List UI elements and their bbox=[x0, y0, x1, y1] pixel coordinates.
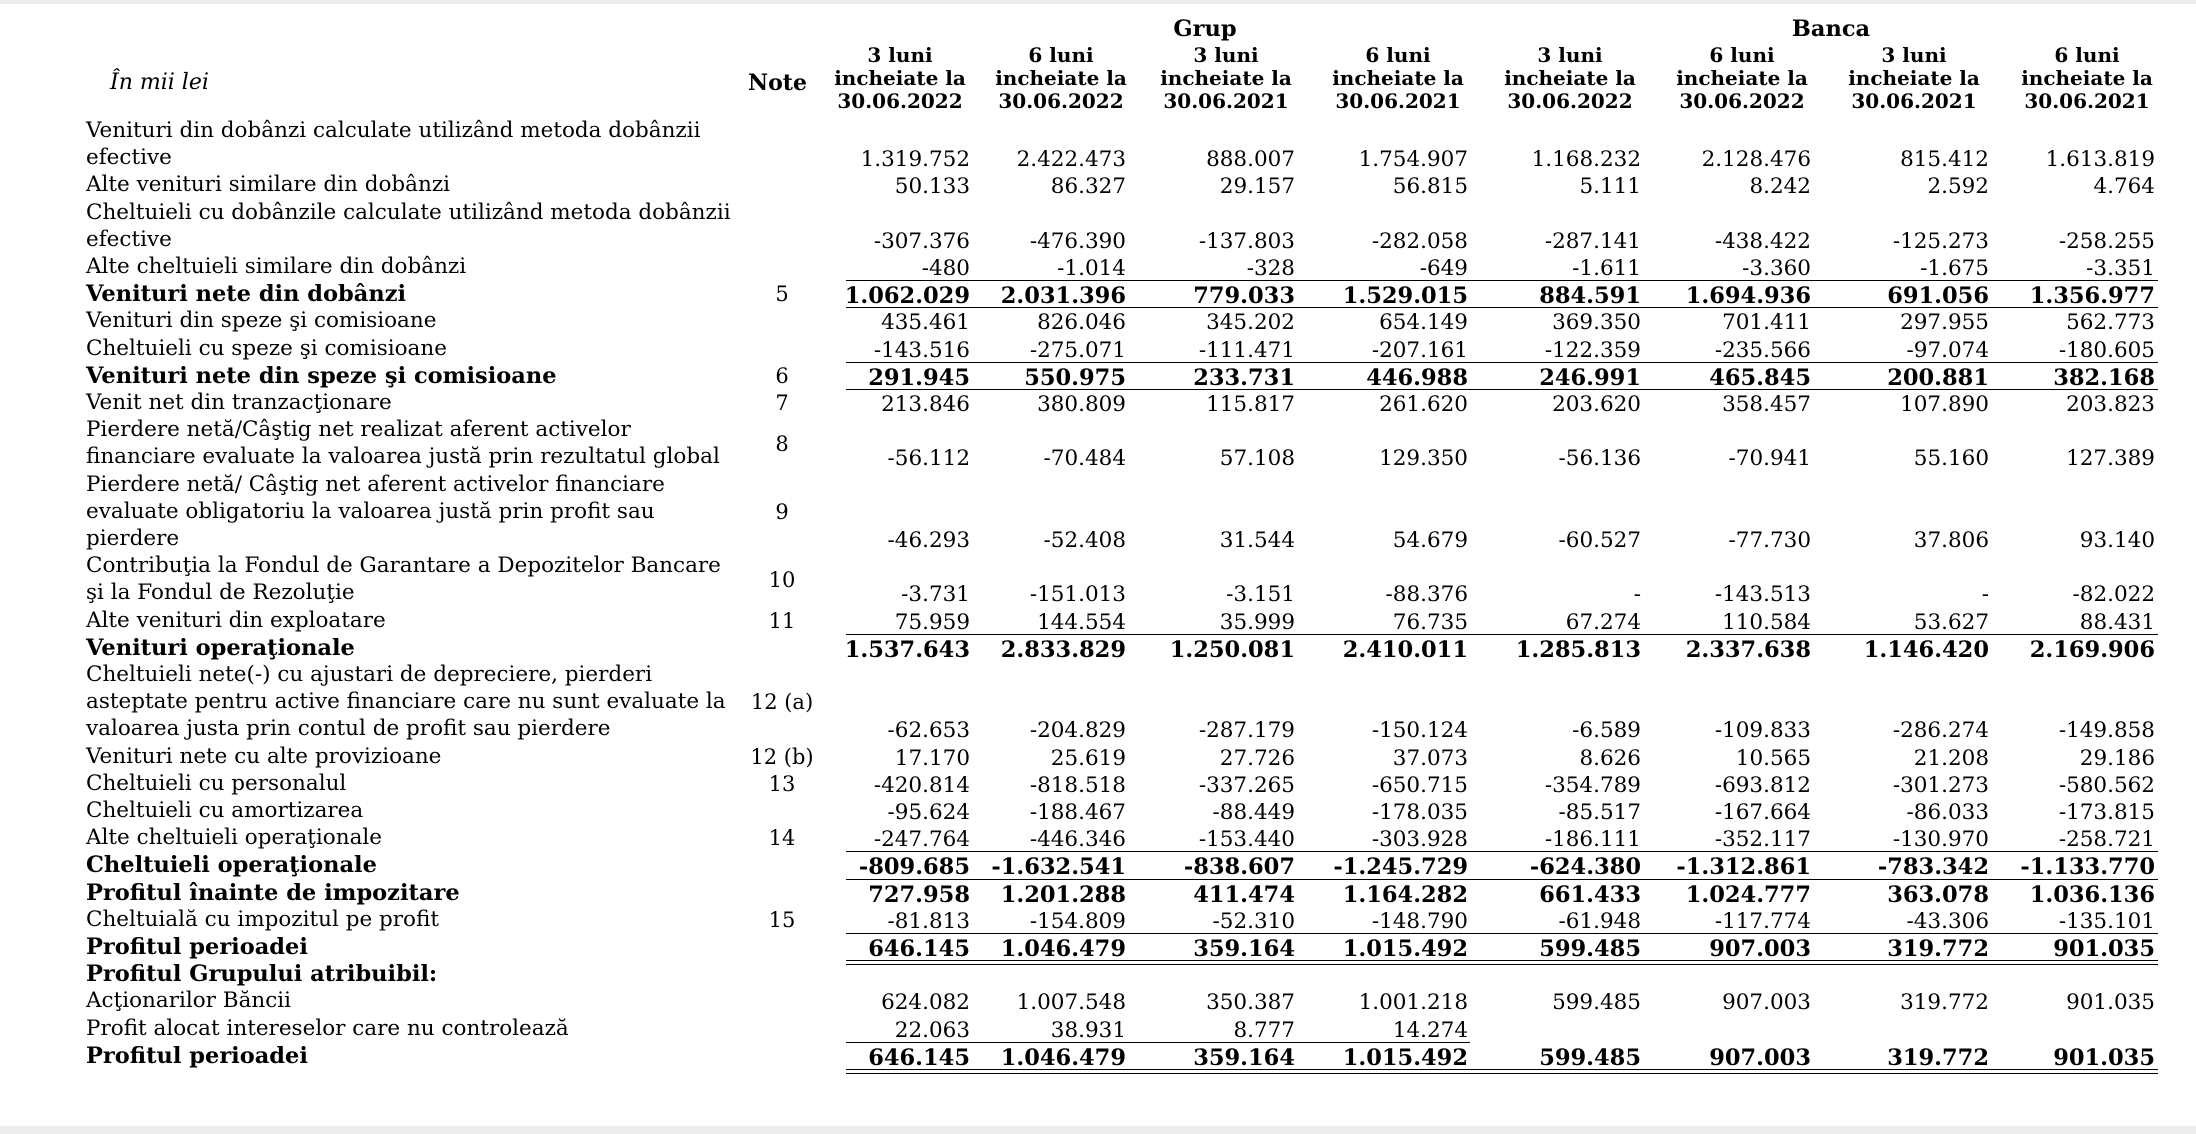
value-cell: 144.554 bbox=[1037, 609, 1126, 635]
value-cell: -446.346 bbox=[1029, 827, 1126, 853]
value-cell: 435.461 bbox=[881, 310, 970, 336]
value-cell: 888.007 bbox=[1206, 147, 1295, 173]
value-cell: 129.350 bbox=[1379, 446, 1468, 472]
note-ref: 12 (b) bbox=[750, 744, 814, 769]
value-cell: 233.731 bbox=[1193, 364, 1295, 391]
value-cell: 115.817 bbox=[1206, 392, 1295, 417]
row-label: Contribuţia la Fondul de Garantare a Depozitelor Bancare bbox=[86, 553, 721, 579]
value-cell: 8.242 bbox=[1749, 174, 1811, 200]
note-ref: 10 bbox=[768, 567, 796, 592]
value-cell: 88.431 bbox=[2079, 609, 2155, 635]
total-underline bbox=[846, 634, 2158, 635]
column-header-line: 6 luni bbox=[1028, 43, 1094, 67]
value-cell: 319.772 bbox=[1887, 1044, 1989, 1071]
value-cell: -258.721 bbox=[2058, 827, 2155, 853]
column-header-line: 30.06.2022 bbox=[1679, 89, 1805, 113]
value-cell: -88.449 bbox=[1212, 800, 1295, 825]
note-ref: 13 bbox=[768, 771, 796, 796]
row-label: Alte venituri similare din dobânzi bbox=[86, 172, 451, 198]
value-cell: -1.014 bbox=[1057, 256, 1126, 281]
row-label: Venituri operaţionale bbox=[86, 634, 355, 661]
value-cell: 86.327 bbox=[1050, 174, 1126, 200]
value-cell: 29.186 bbox=[2079, 745, 2155, 771]
value-cell: -3.731 bbox=[901, 582, 970, 608]
row-label: Venituri nete din dobânzi bbox=[86, 281, 407, 308]
value-cell: 35.999 bbox=[1219, 609, 1295, 635]
value-cell: 37.806 bbox=[1913, 528, 1989, 553]
column-header-line: incheiate la bbox=[995, 66, 1127, 90]
row-label: Profitul înainte de impozitare bbox=[86, 879, 460, 906]
value-cell: -137.803 bbox=[1198, 228, 1295, 254]
note-ref: 15 bbox=[768, 907, 796, 932]
value-cell: 646.145 bbox=[868, 936, 970, 962]
value-cell: -783.342 bbox=[1877, 854, 1989, 881]
value-cell: 1.046.479 bbox=[1000, 936, 1126, 962]
value-cell: -204.829 bbox=[1029, 718, 1126, 744]
row-label: Cheltuieli cu dobânzile calculate utilizând metoda dobânzii bbox=[86, 199, 731, 225]
total-underline bbox=[846, 362, 2158, 363]
value-cell: 2.833.829 bbox=[1000, 636, 1126, 663]
value-cell: -56.112 bbox=[887, 446, 970, 472]
total-underline bbox=[846, 960, 2158, 961]
row-label: Pierdere netă/ Câştig net aferent activelor financiare bbox=[86, 471, 665, 497]
value-cell: -624.380 bbox=[1529, 854, 1641, 881]
value-cell: -82.022 bbox=[2072, 582, 2155, 608]
value-cell: -1.611 bbox=[1572, 256, 1641, 281]
value-cell: 727.958 bbox=[868, 881, 970, 908]
value-cell: 4.764 bbox=[2093, 174, 2155, 200]
total-underline bbox=[846, 1073, 2158, 1074]
note-column-header: Note bbox=[748, 70, 807, 96]
value-cell: 319.772 bbox=[1887, 936, 1989, 962]
row-label: Venituri nete din speze şi comisioane bbox=[86, 362, 557, 389]
column-header-line: 30.06.2021 bbox=[1335, 89, 1461, 113]
value-cell: -235.566 bbox=[1714, 337, 1811, 363]
value-cell: 901.035 bbox=[2066, 990, 2155, 1016]
value-cell: -86.033 bbox=[1906, 800, 1989, 825]
column-header-line: incheiate la bbox=[2021, 66, 2153, 90]
row-label: Profitul perioadei bbox=[86, 1042, 308, 1069]
value-cell: 2.031.396 bbox=[1000, 283, 1126, 310]
column-header-line: 3 luni bbox=[1193, 43, 1259, 67]
column-header-line: 3 luni bbox=[1537, 43, 1603, 67]
value-cell: 884.591 bbox=[1539, 283, 1641, 310]
value-cell: 1.164.282 bbox=[1342, 881, 1468, 908]
value-cell: 17.170 bbox=[894, 745, 970, 771]
value-cell: 203.823 bbox=[2066, 392, 2155, 417]
value-cell: -301.273 bbox=[1892, 772, 1989, 798]
value-cell: -97.074 bbox=[1906, 337, 1989, 363]
value-cell: 110.584 bbox=[1722, 609, 1811, 635]
value-cell: 1.007.548 bbox=[1016, 990, 1126, 1016]
value-cell: 1.046.479 bbox=[1000, 1044, 1126, 1071]
value-cell: -143.513 bbox=[1714, 582, 1811, 608]
row-label: Venit net din tranzacţionare bbox=[86, 390, 392, 415]
value-cell: 93.140 bbox=[2079, 528, 2155, 553]
value-cell: -151.013 bbox=[1029, 582, 1126, 608]
note-ref: 11 bbox=[768, 608, 796, 633]
value-cell: 1.319.752 bbox=[860, 147, 970, 173]
value-cell: 1.356.977 bbox=[2029, 283, 2155, 310]
row-label: Cheltuieli nete(-) cu ajustari de depreciere, pierderi bbox=[86, 662, 653, 687]
value-cell: -1.675 bbox=[1920, 256, 1989, 281]
value-cell: 29.157 bbox=[1219, 174, 1295, 200]
value-cell: 107.890 bbox=[1900, 392, 1989, 417]
row-label: Profitul perioadei bbox=[86, 934, 308, 960]
value-cell: -70.941 bbox=[1728, 446, 1811, 472]
value-cell: -95.624 bbox=[887, 800, 970, 825]
value-cell: 5.111 bbox=[1579, 174, 1641, 200]
value-cell: 261.620 bbox=[1379, 392, 1468, 417]
value-cell: -438.422 bbox=[1714, 228, 1811, 254]
value-cell: 53.627 bbox=[1913, 609, 1989, 635]
column-header-line: 30.06.2021 bbox=[1163, 89, 1289, 113]
row-label: Venituri din dobânzi calculate utilizând metoda dobânzii bbox=[86, 118, 701, 143]
value-cell: 1.146.420 bbox=[1863, 636, 1989, 663]
group-header: Grup bbox=[1173, 16, 1237, 42]
value-cell: 1.285.813 bbox=[1515, 636, 1641, 663]
value-cell: 2.128.476 bbox=[1701, 147, 1811, 173]
row-label: Acţionarilor Băncii bbox=[86, 988, 292, 1014]
value-cell: -150.124 bbox=[1371, 718, 1468, 744]
value-cell: 1.613.819 bbox=[2045, 147, 2155, 173]
column-header-line: incheiate la bbox=[1676, 66, 1808, 90]
value-cell: -109.833 bbox=[1714, 718, 1811, 744]
value-cell: 1.168.232 bbox=[1531, 147, 1641, 173]
value-cell: -188.467 bbox=[1029, 800, 1126, 825]
row-label: valoarea justa prin contul de profit sau pierdere bbox=[86, 716, 611, 742]
value-cell: -43.306 bbox=[1906, 908, 1989, 934]
total-underline bbox=[846, 964, 2158, 965]
value-cell: 67.274 bbox=[1565, 609, 1641, 635]
value-cell: -693.812 bbox=[1714, 772, 1811, 798]
value-cell: 1.001.218 bbox=[1358, 990, 1468, 1016]
value-cell: 57.108 bbox=[1219, 446, 1295, 472]
total-underline bbox=[846, 933, 2158, 934]
value-cell: 550.975 bbox=[1024, 364, 1126, 391]
column-header-line: 6 luni bbox=[1709, 43, 1775, 67]
value-cell: -154.809 bbox=[1029, 908, 1126, 934]
value-cell: 37.073 bbox=[1392, 745, 1468, 771]
note-ref: 7 bbox=[775, 391, 789, 415]
value-cell: -153.440 bbox=[1198, 827, 1295, 853]
value-cell: 25.619 bbox=[1050, 745, 1126, 771]
row-label: efective bbox=[86, 145, 172, 171]
column-header-line: incheiate la bbox=[1160, 66, 1292, 90]
note-ref: 5 bbox=[775, 282, 789, 307]
row-label: Alte cheltuieli similare din dobânzi bbox=[86, 254, 467, 279]
note-ref: 9 bbox=[775, 499, 789, 524]
value-cell: 31.544 bbox=[1219, 528, 1295, 553]
row-label: Cheltuieli cu personalul bbox=[86, 770, 347, 796]
value-cell: 2.410.011 bbox=[1342, 636, 1468, 663]
row-label: Cheltuieli operaţionale bbox=[86, 852, 377, 879]
value-cell: 10.565 bbox=[1735, 745, 1811, 771]
value-cell: -180.605 bbox=[2058, 337, 2155, 363]
value-cell: 901.035 bbox=[2053, 1044, 2155, 1071]
value-cell: 345.202 bbox=[1206, 310, 1295, 336]
value-cell: 1.015.492 bbox=[1342, 1044, 1468, 1071]
column-header-line: 3 luni bbox=[867, 43, 933, 67]
row-label: Alte venituri din exploatare bbox=[86, 607, 386, 633]
value-cell: 50.133 bbox=[894, 174, 970, 200]
value-cell: -135.101 bbox=[2058, 908, 2155, 934]
value-cell: -173.815 bbox=[2058, 800, 2155, 825]
value-cell: 382.168 bbox=[2053, 364, 2155, 391]
row-label: Cheltuieli cu speze şi comisioane bbox=[86, 335, 447, 361]
value-cell: -178.035 bbox=[1371, 800, 1468, 825]
value-cell: 446.988 bbox=[1366, 364, 1468, 391]
value-cell: -46.293 bbox=[887, 528, 970, 553]
value-cell: -130.970 bbox=[1892, 827, 1989, 853]
row-label: Venituri nete cu alte provizioane bbox=[86, 743, 442, 769]
value-cell: 815.412 bbox=[1900, 147, 1989, 173]
value-cell: -818.518 bbox=[1029, 772, 1126, 798]
value-cell: 2.592 bbox=[1927, 174, 1989, 200]
value-cell: -1.312.861 bbox=[1676, 854, 1811, 881]
row-label: şi la Fondul de Rezoluţie bbox=[86, 580, 355, 606]
column-header-line: 30.06.2021 bbox=[1851, 89, 1977, 113]
value-cell: -287.179 bbox=[1198, 718, 1295, 744]
value-cell: 358.457 bbox=[1722, 392, 1811, 417]
value-cell: 599.485 bbox=[1539, 936, 1641, 962]
value-cell: -52.310 bbox=[1212, 908, 1295, 934]
value-cell: 599.485 bbox=[1539, 1044, 1641, 1071]
value-cell: 661.433 bbox=[1539, 881, 1641, 908]
value-cell: -88.376 bbox=[1385, 582, 1468, 608]
note-ref: 14 bbox=[768, 826, 796, 851]
row-label: pierdere bbox=[86, 526, 180, 551]
value-cell: -258.255 bbox=[2058, 228, 2155, 254]
column-header-line: 3 luni bbox=[1881, 43, 1947, 67]
bottom-edge bbox=[0, 1126, 2196, 1134]
value-cell: -307.376 bbox=[873, 228, 970, 254]
value-cell: 654.149 bbox=[1379, 310, 1468, 336]
value-cell: -6.589 bbox=[1572, 718, 1641, 744]
value-cell: 21.208 bbox=[1913, 745, 1989, 771]
total-underline bbox=[846, 1042, 1470, 1043]
column-header-line: incheiate la bbox=[1332, 66, 1464, 90]
value-cell: -122.359 bbox=[1544, 337, 1641, 363]
value-cell: -480 bbox=[921, 256, 970, 281]
column-header-line: 30.06.2022 bbox=[998, 89, 1124, 113]
value-cell: -167.664 bbox=[1714, 800, 1811, 825]
column-header-line: 30.06.2022 bbox=[837, 89, 963, 113]
value-cell: -85.517 bbox=[1558, 800, 1641, 825]
value-cell: 54.679 bbox=[1392, 528, 1468, 553]
value-cell: 599.485 bbox=[1552, 990, 1641, 1016]
column-header-line: 30.06.2021 bbox=[2024, 89, 2150, 113]
value-cell: -143.516 bbox=[873, 337, 970, 363]
column-header-line: incheiate la bbox=[834, 66, 966, 90]
value-cell: 363.078 bbox=[1887, 881, 1989, 908]
value-cell: 2.422.473 bbox=[1016, 147, 1126, 173]
value-cell: 691.056 bbox=[1887, 283, 1989, 310]
value-cell: -207.161 bbox=[1371, 337, 1468, 363]
value-cell: 319.772 bbox=[1900, 990, 1989, 1016]
value-cell: -809.685 bbox=[858, 854, 970, 881]
value-cell: 359.164 bbox=[1193, 1044, 1295, 1071]
value-cell: 1.537.643 bbox=[844, 636, 970, 663]
value-cell: -1.133.770 bbox=[2020, 854, 2155, 881]
value-cell: 203.620 bbox=[1552, 392, 1641, 417]
total-underline bbox=[846, 389, 2158, 390]
row-label: efective bbox=[86, 226, 172, 252]
value-cell: -52.408 bbox=[1043, 528, 1126, 553]
value-cell: 411.474 bbox=[1193, 881, 1295, 908]
column-header-line: incheiate la bbox=[1848, 66, 1980, 90]
value-cell: -337.265 bbox=[1198, 772, 1295, 798]
value-cell: -61.948 bbox=[1558, 908, 1641, 934]
value-cell: 38.931 bbox=[1050, 1017, 1126, 1043]
value-cell: -62.653 bbox=[887, 718, 970, 744]
value-cell: 901.035 bbox=[2053, 936, 2155, 962]
total-underline bbox=[846, 1069, 2158, 1070]
value-cell: -125.273 bbox=[1892, 228, 1989, 254]
value-cell: -247.764 bbox=[873, 827, 970, 853]
value-cell: 624.082 bbox=[881, 990, 970, 1016]
row-label: financiare evaluate la valoarea justă prin rezultatul global bbox=[86, 444, 720, 470]
value-cell: 246.991 bbox=[1539, 364, 1641, 391]
value-cell: 1.529.015 bbox=[1342, 283, 1468, 310]
total-underline bbox=[846, 280, 2158, 281]
value-cell: 907.003 bbox=[1709, 936, 1811, 962]
units-label: În mii lei bbox=[110, 70, 209, 95]
column-header-line: 30.06.2022 bbox=[1507, 89, 1633, 113]
value-cell: -60.527 bbox=[1558, 528, 1641, 553]
value-cell: -354.789 bbox=[1544, 772, 1641, 798]
value-cell: 1.754.907 bbox=[1358, 147, 1468, 173]
value-cell: 907.003 bbox=[1709, 1044, 1811, 1071]
column-header-line: 6 luni bbox=[2054, 43, 2120, 67]
total-underline bbox=[846, 851, 2158, 852]
value-cell: 701.411 bbox=[1722, 310, 1811, 336]
value-cell: 350.387 bbox=[1206, 990, 1295, 1016]
note-ref: 12 (a) bbox=[750, 690, 814, 715]
value-cell: 1.036.136 bbox=[2029, 881, 2155, 908]
value-cell: -148.790 bbox=[1371, 908, 1468, 934]
total-underline bbox=[846, 879, 2158, 880]
value-cell: -649 bbox=[1419, 256, 1468, 281]
value-cell: 1.201.288 bbox=[1000, 881, 1126, 908]
value-cell: 646.145 bbox=[868, 1044, 970, 1071]
value-cell: 14.274 bbox=[1392, 1017, 1468, 1043]
value-cell: 2.169.906 bbox=[2029, 636, 2155, 663]
value-cell: 56.815 bbox=[1392, 174, 1468, 200]
row-label: Venituri din speze şi comisioane bbox=[86, 308, 437, 334]
row-label: evaluate obligatoriu la valoarea justă prin profit sau bbox=[86, 498, 655, 524]
row-label: Alte cheltuieli operaţionale bbox=[86, 825, 383, 851]
value-cell: -111.471 bbox=[1198, 337, 1295, 363]
value-cell: 826.046 bbox=[1037, 310, 1126, 336]
value-cell: - bbox=[1981, 582, 1989, 608]
value-cell: -117.774 bbox=[1714, 908, 1811, 934]
value-cell: -70.484 bbox=[1043, 446, 1126, 472]
value-cell: 1.062.029 bbox=[844, 283, 970, 310]
value-cell: 359.164 bbox=[1193, 936, 1295, 962]
column-header-line: incheiate la bbox=[1504, 66, 1636, 90]
row-label: asteptate pentru active financiare care nu sunt evaluate la bbox=[86, 689, 726, 715]
value-cell: 465.845 bbox=[1709, 364, 1811, 391]
value-cell: 2.337.638 bbox=[1685, 636, 1811, 663]
value-cell: -77.730 bbox=[1728, 528, 1811, 553]
row-label: Profitul Grupului atribuibil: bbox=[86, 961, 438, 988]
value-cell: 213.846 bbox=[881, 392, 970, 417]
value-cell: 27.726 bbox=[1219, 745, 1295, 771]
value-cell: -282.058 bbox=[1371, 228, 1468, 254]
value-cell: 1.694.936 bbox=[1685, 283, 1811, 310]
row-label: Pierdere netă/Câştig net realizat aferent activelor bbox=[86, 417, 631, 443]
value-cell: 369.350 bbox=[1552, 310, 1641, 336]
value-cell: 907.003 bbox=[1722, 990, 1811, 1016]
value-cell: -3.151 bbox=[1226, 582, 1295, 608]
value-cell: -286.274 bbox=[1892, 718, 1989, 744]
value-cell: -3.360 bbox=[1742, 256, 1811, 281]
value-cell: -56.136 bbox=[1558, 446, 1641, 472]
value-cell: -420.814 bbox=[873, 772, 970, 798]
note-ref: 6 bbox=[775, 363, 789, 388]
value-cell: -287.141 bbox=[1544, 228, 1641, 254]
value-cell: 55.160 bbox=[1913, 446, 1989, 472]
value-cell: 8.626 bbox=[1579, 745, 1641, 771]
value-cell: -275.071 bbox=[1029, 337, 1126, 363]
value-cell: -149.858 bbox=[2058, 718, 2155, 744]
value-cell: 562.773 bbox=[2066, 310, 2155, 336]
value-cell: 8.777 bbox=[1233, 1017, 1295, 1043]
value-cell: 1.250.081 bbox=[1169, 636, 1295, 663]
row-label: Profit alocat intereselor care nu controlează bbox=[86, 1015, 569, 1041]
value-cell: 779.033 bbox=[1193, 283, 1295, 310]
value-cell: 291.945 bbox=[868, 364, 970, 391]
total-underline bbox=[846, 307, 2158, 308]
value-cell: -1.245.729 bbox=[1333, 854, 1468, 881]
value-cell: -3.351 bbox=[2086, 256, 2155, 281]
value-cell: -186.111 bbox=[1544, 827, 1641, 853]
value-cell: -650.715 bbox=[1371, 772, 1468, 798]
value-cell: 380.809 bbox=[1037, 392, 1126, 417]
row-label: Cheltuieli cu amortizarea bbox=[86, 798, 364, 823]
bank-header: Banca bbox=[1791, 16, 1871, 42]
value-cell: -81.813 bbox=[887, 908, 970, 934]
top-edge bbox=[0, 0, 2196, 4]
value-cell: 76.735 bbox=[1392, 609, 1468, 635]
note-ref: 8 bbox=[775, 431, 789, 456]
value-cell: -580.562 bbox=[2058, 772, 2155, 798]
value-cell: -352.117 bbox=[1714, 827, 1811, 853]
value-cell: 1.015.492 bbox=[1342, 936, 1468, 962]
column-header-line: 6 luni bbox=[1365, 43, 1431, 67]
value-cell: 127.389 bbox=[2066, 446, 2155, 472]
value-cell: - bbox=[1633, 582, 1641, 608]
value-cell: -476.390 bbox=[1029, 228, 1126, 254]
value-cell: 22.063 bbox=[894, 1017, 970, 1043]
value-cell: -1.632.541 bbox=[991, 854, 1126, 881]
value-cell: 75.959 bbox=[894, 609, 970, 635]
row-label: Cheltuială cu impozitul pe profit bbox=[86, 906, 439, 932]
value-cell: -328 bbox=[1246, 256, 1295, 281]
value-cell: -838.607 bbox=[1183, 854, 1295, 881]
value-cell: -303.928 bbox=[1371, 827, 1468, 853]
value-cell: 200.881 bbox=[1887, 364, 1989, 391]
value-cell: 297.955 bbox=[1900, 310, 1989, 336]
value-cell: 1.024.777 bbox=[1685, 881, 1811, 908]
